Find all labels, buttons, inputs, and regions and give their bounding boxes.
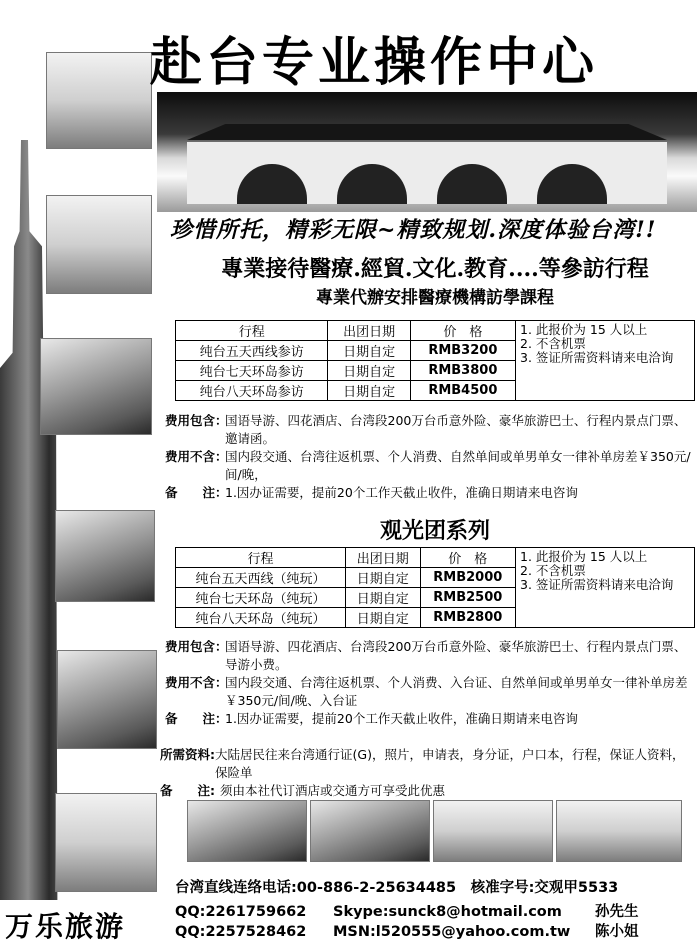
fee-exclude-label: 费用不含：	[165, 449, 228, 464]
remark-text: 1.因办证需要，提前20个工作天截止收件，准确日期请来电咨询	[225, 485, 578, 500]
table-header: 行程	[176, 548, 346, 568]
pagoda-lake-photo	[310, 800, 430, 862]
contact-row-1	[175, 900, 695, 921]
table-cell: 日期自定	[328, 361, 410, 381]
remark-label: 备 注：	[165, 711, 228, 726]
required-documents	[160, 746, 695, 800]
table-cell: 日期自定	[328, 381, 410, 401]
table-cell: 纯台八天环岛参访	[176, 381, 328, 401]
price-cell: RMB2000	[420, 568, 515, 588]
remark-label: 备 注：	[165, 485, 228, 500]
table-cell: 纯台七天环岛参访	[176, 361, 328, 381]
table-header: 行程	[176, 321, 328, 341]
sun-moon-lake-photo	[55, 793, 157, 892]
table-cell: 纯台五天西线参访	[176, 341, 328, 361]
price-cell: RMB2800	[420, 608, 515, 628]
note-item: 1. 此报价为 15 人以上	[520, 322, 648, 337]
contact-row-2	[175, 920, 695, 941]
qq-number-1: QQ:2261759662	[175, 904, 307, 920]
harbor-ship-photo	[40, 338, 152, 435]
qq-number-2: QQ:2257528462	[175, 924, 307, 940]
brand-name: 万乐旅游	[5, 910, 126, 943]
table-header: 出团日期	[345, 548, 420, 568]
price-cell: RMB3800	[410, 361, 515, 381]
service-headline: 專業接待醫療.經貿.文化.教育....等參訪行程	[221, 256, 649, 282]
palace-museum-photo	[46, 52, 152, 149]
requirements-text: 大陆居民往来台湾通行证(G)，照片，申请表，身分证，户口本，行程，保证人资料，保险单	[215, 747, 685, 780]
requirements-remark-text: 须由本社代订酒店或交通方可享受此优惠	[220, 783, 446, 798]
visit-fee-info	[165, 412, 695, 502]
night-market-photo	[57, 650, 157, 749]
price-notes	[516, 321, 695, 401]
contact-phone-license: 台湾直线连络电话:00-886-2-25634485 核准字号:交观甲5533	[175, 880, 619, 896]
fee-exclude-text: 国内段交通、台湾往返机票、个人消费、自然单间或单男单女一律补单房差￥350元/间/晚，	[225, 449, 691, 482]
table-header: 出团日期	[328, 321, 410, 341]
table-header-row	[176, 548, 695, 568]
remark-text: 1.因办证需要，提前20个工作天截止收件，准确日期请来电咨询	[225, 711, 578, 726]
note-item: 3. 签证所需资料请来电洽询	[520, 577, 674, 592]
fee-include-label: 费用包含：	[165, 639, 228, 654]
table-cell: 纯台五天西线（纯玩）	[176, 568, 346, 588]
fee-include-text: 国语导游、四花酒店、台湾段200万台币意外险、豪华旅游巴士、行程内景点门票、导游小费。	[225, 639, 687, 672]
msn-account: MSN:l520555@yahoo.com.tw	[333, 924, 571, 940]
mountain-photo	[433, 800, 553, 862]
visit-price-table	[175, 320, 695, 401]
fee-include-text: 国语导游、四花酒店、台湾段200万台币意外险、豪华旅游巴士、行程内景点门票、邀请函。	[225, 413, 687, 446]
table-cell: 日期自定	[328, 341, 410, 361]
tour-price-table	[175, 547, 695, 628]
table-cell: 纯台七天环岛（纯玩）	[176, 588, 346, 608]
table-cell: 日期自定	[345, 588, 420, 608]
tour-fee-info	[165, 638, 695, 728]
tour-section-title: 观光团系列	[379, 519, 490, 544]
price-cell: RMB2500	[420, 588, 515, 608]
liberty-square-gate-photo	[157, 92, 697, 212]
requirements-label: 所需资料:	[160, 747, 215, 762]
table-cell: 日期自定	[345, 608, 420, 628]
note-item: 2. 不含机票	[520, 336, 586, 351]
requirements-remark-label: 备 注:	[160, 783, 215, 798]
skype-account: Skype:sunck8@hotmail.com	[333, 904, 562, 920]
table-header-row	[176, 321, 695, 341]
table-header: 价 格	[420, 548, 515, 568]
fee-exclude-label: 费用不含：	[165, 675, 228, 690]
price-cell: RMB4500	[410, 381, 515, 401]
table-header: 价 格	[410, 321, 515, 341]
slogan: 珍惜所托，精彩无限~精致规划.深度体验台湾!!	[170, 217, 657, 243]
table-cell: 日期自定	[345, 568, 420, 588]
memorial-hall-photo	[46, 195, 152, 294]
fee-exclude-text: 国内段交通、台湾往返机票、个人消费、入台证、自然单间或单男单女一律补单房差￥350元/间/晚、入台证	[225, 675, 688, 708]
price-cell: RMB3200	[410, 341, 515, 361]
coast-photo	[187, 800, 307, 862]
service-subheadline: 專業代辦安排醫療機構訪學課程	[316, 288, 554, 308]
contact-person-2: 陈小姐	[595, 924, 639, 940]
gate-photo	[556, 800, 682, 862]
page-title: 赴台专业操作中心	[150, 32, 599, 93]
honor-guard-photo	[55, 510, 155, 602]
note-item: 1. 此报价为 15 人以上	[520, 549, 648, 564]
price-notes	[516, 548, 695, 628]
fee-include-label: 费用包含：	[165, 413, 228, 428]
note-item: 2. 不含机票	[520, 563, 586, 578]
contact-person-1: 孙先生	[595, 904, 639, 920]
note-item: 3. 签证所需资料请来电洽询	[520, 350, 674, 365]
table-cell: 纯台八天环岛（纯玩）	[176, 608, 346, 628]
